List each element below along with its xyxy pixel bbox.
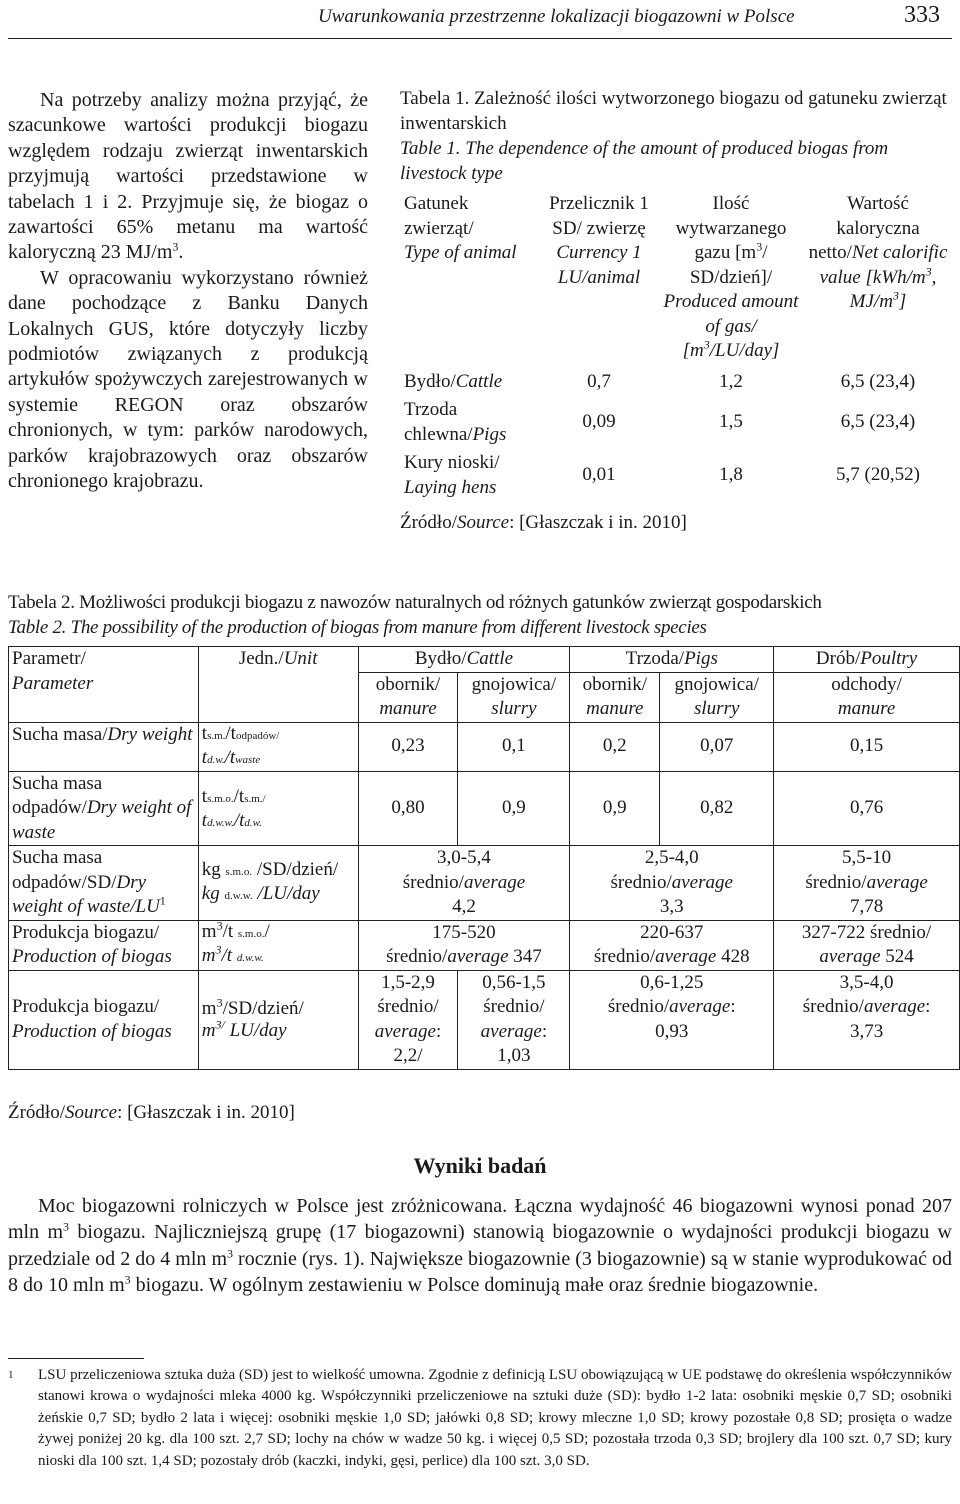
average-value: 4,2 [452,896,476,917]
source-label: Źródło/ [400,512,457,533]
table1-conversion: 0,01 [582,464,616,486]
superscript: 3 [892,288,899,303]
paragraph: W opracowaniu wykorzystano również dane pochodzące z Banku Danych Lokalnych GUS, które dotyczyły liczby podmiotów związanych z produkcją artykułów spożywczych zarejestrowanych w systemie REGON oraz obszarów chronionych, w tym: parków narodowych, parków krajobrazowych oraz obszarów chronionego krajobrazu. [8,266,368,493]
paragraph-end: . [178,241,184,264]
average-value: 2,2/ [393,1045,423,1066]
table1-animal [400,370,540,395]
table1-conversion: 0,7 [587,370,611,392]
table2-value [358,846,570,921]
average-value: 524 [885,946,914,967]
param-en: Dry weight of waste/LU [12,871,160,917]
page-header [0,0,960,44]
average-label-en: average [669,996,731,1017]
average-label: średnio/ [483,996,545,1017]
table2-value [774,920,960,970]
source-label-en: Source [457,512,510,533]
subscript: d.w. [244,816,262,829]
table2-header-unit [198,647,358,723]
range: 175-520 [432,921,496,943]
table2-value [570,970,774,1069]
unit-text: /t [233,785,245,807]
footnote-mark: 1 [8,1369,14,1381]
table2-subheader [358,672,458,722]
table2-caption-en: Table 2. The possibility of the production of biogas from manure from different livestock species [8,617,707,638]
colon: : [925,996,931,1017]
header-en: Pigs [684,648,718,669]
header-en: manure [837,698,896,719]
subscript: s.m./ [244,792,266,805]
header-en: Type of animal [404,242,517,263]
range: 327-722 średnio/ [801,921,932,943]
average-label-en: average [447,946,509,967]
table2-subheader [660,672,774,722]
subscript: s.m.o. [237,927,265,940]
header-en: Poultry [860,648,918,669]
table1-header-calorific [804,192,952,364]
range: 2,5-4,0 [644,847,699,868]
animal-pl: Bydło/ [404,370,456,392]
table-row [400,398,952,447]
header-pl: obornik/ [582,673,647,695]
table2-parameter [9,846,199,921]
table1-caption-pl: Tabela 1. Zależność ilości wytworzonego biogazu od gatuneku zwierząt inwentarskich [400,88,947,134]
header-en: manure [586,698,644,719]
table2-unit [198,722,358,771]
average-value: 428 [721,946,750,967]
header-pl: obornik/ [375,673,441,695]
range: 220-637 [640,921,704,943]
table2-value: 0,82 [660,771,774,846]
table1-source [400,512,687,534]
colon: : [541,1020,548,1042]
header-en: Parameter [12,672,94,694]
param-pl: Sucha masa odpadów/ [12,772,103,818]
paragraph-text: Moc biogazowni rolniczych w Polsce jest zróżnicowana. Łączna wydajność 46 biogazowni wynosi ponad 207 mln m [8,1195,952,1244]
header-pl: odchody/ [831,673,902,695]
colon: : [435,1020,442,1042]
header-en: slurry [694,698,740,719]
superscript: 3 [703,337,710,352]
average-value: 1,03 [497,1045,531,1066]
unit-text: t [201,746,208,768]
table2-header-cattle [358,647,570,673]
animal-pl: Trzoda chlewna/ [404,399,473,445]
param-pl: Sucha masa odpadów/SD/ [12,847,117,893]
footnote-text: LSU przeliczeniowa sztuka duża (SD) jest to wielkość umowna. Zgodnie z definicją LSU obowiązującą w UE podstawę do określenia współczynników stanowi krowa o wydajności mleka 4000 kg. Współczynniki przeliczeniowe na sztuki duże (SD): bydło 1-2 lata: osobniki męskie 0,7 SD; osobniki żeńskie 0,7 SD; bydło 2 lata i więcej: osobniki męskie 1,0 SD; jałówki 0,8 SD; krowy mleczne 1,0 SD; krowy pozostałe 0,8 SD; prosięta o wadze żywej poniżej 20 kg. dla 100 szt. 2,7 SD; lochy na chów w wadze 50 kg. i więcej 0,5 SD; pozostała trzoda 0,3 SD; brojlery dla 100 szt. 0,7 SD; kury nioski dla 100 szt. 1,4 SD; pozostały drób (kaczki, indyki, gęsi, perlice) dla 100 szt. 3,0 SD. [38,1367,952,1469]
unit-text: t [201,809,208,831]
header-en: slurry [491,698,537,719]
header-pl: Bydło/ [414,648,467,669]
table2-value [570,920,774,970]
average-label-en: average [655,946,717,967]
table1-animal [400,398,540,447]
animal-en: Laying hens [404,476,497,498]
superscript: 3 [63,1219,70,1234]
table2-parameter [9,771,199,846]
average-value: 347 [513,946,542,967]
unit-text: /t [233,809,245,831]
range: 5,5-10 [842,847,892,868]
running-title: Uwarunkowania przestrzenne lokalizacji biogazowni w Polsce [318,6,795,27]
header-en: Cattle [466,648,514,669]
range: 0,56-1,5 [482,971,546,993]
table2-source [8,1102,295,1124]
subscript: odpadów/ [235,729,280,742]
table2-unit [198,771,358,846]
table2-caption-pl: Tabela 2. Możliwości produkcji biogazu z nawozów naturalnych od różnych gatunków zwierząt gospodarskich [8,592,822,613]
table2-value [358,970,458,1069]
table2-header-pigs [570,647,774,673]
table2-value: 0,23 [358,722,458,771]
average-value: 3,73 [849,1020,884,1042]
table1-conversion: 0,09 [582,411,616,433]
average-label-en: average [671,871,733,893]
table2-value [570,846,774,921]
param-pl: Produkcja biogazu/ [12,996,160,1017]
header-pl: Gatunek zwierząt/ [404,193,474,239]
table2-value: 0,80 [358,771,458,846]
unit-text: m [201,1019,216,1041]
table1-calorific: 5,7 (20,52) [836,464,920,486]
header-pl: Wartość kaloryczna netto/ [808,193,920,263]
param-en: Dry weight [107,723,193,745]
table1 [400,192,952,500]
unit-text: t [201,722,208,744]
table2-value: 0,15 [774,722,960,771]
unit-text: /LU/day [257,882,320,904]
table1-gas: 1,2 [719,370,743,392]
table1-animal [400,451,540,500]
table1-caption [400,86,952,186]
footnote [8,1365,952,1472]
header-pl: Przelicznik 1 SD/ zwierzę [549,193,649,239]
subscript: d.w.w. [236,951,264,964]
results-text [8,1193,952,1299]
table2-parameter [9,920,199,970]
table-row [9,920,960,970]
subscript: s.m.o. [207,792,234,805]
header-en: ] [898,291,907,312]
unit-text: /t [224,746,236,768]
average-label: średnio/ [607,996,670,1017]
header-en: manure [379,698,437,719]
param-pl: Sucha masa/ [12,723,108,745]
table-row [9,970,960,1069]
range: 0,6-1,25 [640,971,704,993]
table-row [9,771,960,846]
paragraph [8,1193,952,1299]
table2-header-poultry [774,647,960,673]
table2-value [358,920,570,970]
superscript: 3/ [215,1017,225,1032]
table2-parameter [9,970,199,1069]
header-pl: Trzoda/ [625,648,685,669]
header-rule [8,38,952,39]
header-en: , MJ/m [849,266,937,312]
paragraph-text: rocznie (rys. 1). Największe biogazownie (3 biogazownie) są w stanie wyprodukować od 8 do 10 mln m [8,1247,952,1297]
table2-subheader [458,672,570,722]
page-number: 333 [904,2,940,28]
unit-text: /SD/dzień/ [222,997,304,1019]
header-pl: gnojowica/ [674,673,759,695]
header-en: Net calorific value [kWh/m [819,242,948,288]
average-label-en: average [819,946,881,967]
average-label: średnio/ [402,871,464,893]
animal-pl: Kury nioski/ [404,452,500,473]
table1-calorific: 6,5 (23,4) [840,411,916,433]
table2-header-parameter [9,647,199,723]
unit-text: m [201,920,217,942]
unit-text: t [201,785,208,807]
average-label: średnio/ [610,871,672,893]
range: 3,0-5,4 [437,847,491,868]
table2-header-row [9,647,960,673]
table1-gas: 1,8 [719,464,743,486]
unit-text: /t [225,722,236,744]
range: 3,5-4,0 [839,971,894,993]
table-row [9,722,960,771]
header-en: Unit [283,648,318,669]
source-label: Źródło/ [8,1102,65,1123]
table1-calorific: 6,5 (23,4) [840,370,916,392]
table2-value [458,970,570,1069]
average-label-en: average [866,871,928,893]
table-row [400,451,952,500]
average-label: średnio/ [377,996,439,1017]
table1-caption-en: Table 1. The dependence of the amount of produced biogas from livestock type [400,138,889,184]
footnote-rule [8,1358,144,1359]
table1-header-conversion [540,192,658,364]
superscript: 3 [215,942,222,957]
table2-value: 0,1 [458,722,570,771]
table1-header-gas [658,192,804,364]
table2-subheader [774,672,960,722]
unit-text: kg [201,858,221,880]
subscript: s.m. [207,729,226,742]
table2 [8,646,960,1070]
superscript: 3 [216,995,223,1010]
header-en: Produced amount of gas/ [m [663,291,799,361]
param-en: Production of biogas [12,1020,172,1042]
superscript: 3 [216,918,223,933]
source-reference: : [Głaszczak i in. 2010] [509,512,687,533]
table2-value: 0,9 [570,771,660,846]
paragraph-text: Na potrzeby analizy można przyjąć, że szacunkowe wartości produkcji biogazu względem rodzaju zwierząt inwentarskich przyjmują wartości przedstawione w tabelach 1 i 2. Przyjmuje się, że biogaz o zawartości 65% metanu ma wartość kaloryczną 23 MJ/m [8,89,368,264]
paragraph [8,88,368,266]
unit-text: LU/day [224,1019,287,1041]
footnote-reference: 1 [159,893,166,908]
unit-text: kg [201,882,220,904]
param-en: Production of biogas [12,946,172,967]
table2-value [774,970,960,1069]
average-label: średnio/ [805,871,867,893]
source-label-en: Source [65,1102,118,1123]
header-en: /LU/day] [709,340,780,361]
colon: : [730,996,736,1017]
subscript: d.w.w. [207,816,234,829]
header-pl: Parametr/ [12,648,86,669]
range: 1,5-2,9 [381,971,435,993]
header-pl: Drób/ [815,648,861,669]
average-label: średnio/ [593,946,656,967]
param-en: Dry weight of waste [12,797,192,843]
average-label: średnio/ [386,946,448,967]
animal-en: Pigs [472,423,507,445]
paragraph-text: biogazu. W ogólnym zestawieniu w Polsce dominują małe oraz średnie biogazownie. [130,1274,819,1297]
source-reference: : [Głaszczak i in. 2010] [117,1102,295,1123]
table2-value: 0,07 [660,722,774,771]
average-value: 0,93 [655,1020,689,1042]
unit-text: m [201,997,217,1019]
param-pl: Produkcja biogazu/ [12,921,160,943]
table-row [9,846,960,921]
unit-text: /SD/dzień/ [256,858,339,880]
table2-unit [198,970,358,1069]
subscript: d.w.w. [224,889,253,902]
section-heading: Wyniki badań [413,1153,547,1178]
average-value: 3,3 [659,896,684,917]
table1-header-row [400,192,952,364]
unit-text: / [264,920,270,942]
superscript: 3 [227,1246,233,1261]
left-column-text [8,88,368,495]
average-label-en: average [374,1020,436,1042]
superscript: 3 [925,264,932,279]
subscript: s.m.o. [225,865,253,878]
header-pl: Jedn./ [238,648,284,669]
animal-en: Cattle [455,370,503,392]
header-pl: / SD/dzień]/ [689,242,773,288]
average-label-en: average [863,996,926,1017]
unit-text: /t [221,944,233,966]
superscript: 3 [124,1272,131,1287]
average-label-en: average [463,871,526,893]
header-pl: Ilość wytwarzanego gazu [m [675,193,787,263]
average-label: średnio/ [802,996,864,1017]
table2-caption [8,590,958,640]
table2-parameter [9,722,199,771]
superscript: 3 [756,239,763,254]
header-pl: gnojowica/ [471,673,557,695]
table2-value: 0,2 [570,722,660,771]
table-row [400,370,952,395]
table2-value: 0,76 [774,771,960,846]
table2-subheader [570,672,660,722]
table1-header-species [400,192,540,364]
average-value: 7,78 [849,896,884,917]
average-label-en: average [480,1020,542,1042]
header-en: Currency 1 LU/animal [556,242,642,288]
subscript: waste [235,753,261,766]
unit-text: /t [222,920,234,942]
table2-value [774,846,960,921]
superscript: 3 [172,239,179,254]
table2-unit [198,846,358,921]
table1-gas: 1,5 [719,411,743,433]
subscript: d.w. [207,753,225,766]
unit-text: m [201,944,216,966]
table2-value: 0,9 [458,771,570,846]
paragraph-text: biogazu. Najliczniejszą grupę (17 biogazowni) stanowią biogazownie o wydajności produkcji biogazu w przedziale od 2 do 4 mln m [8,1221,953,1270]
table2-unit [198,920,358,970]
